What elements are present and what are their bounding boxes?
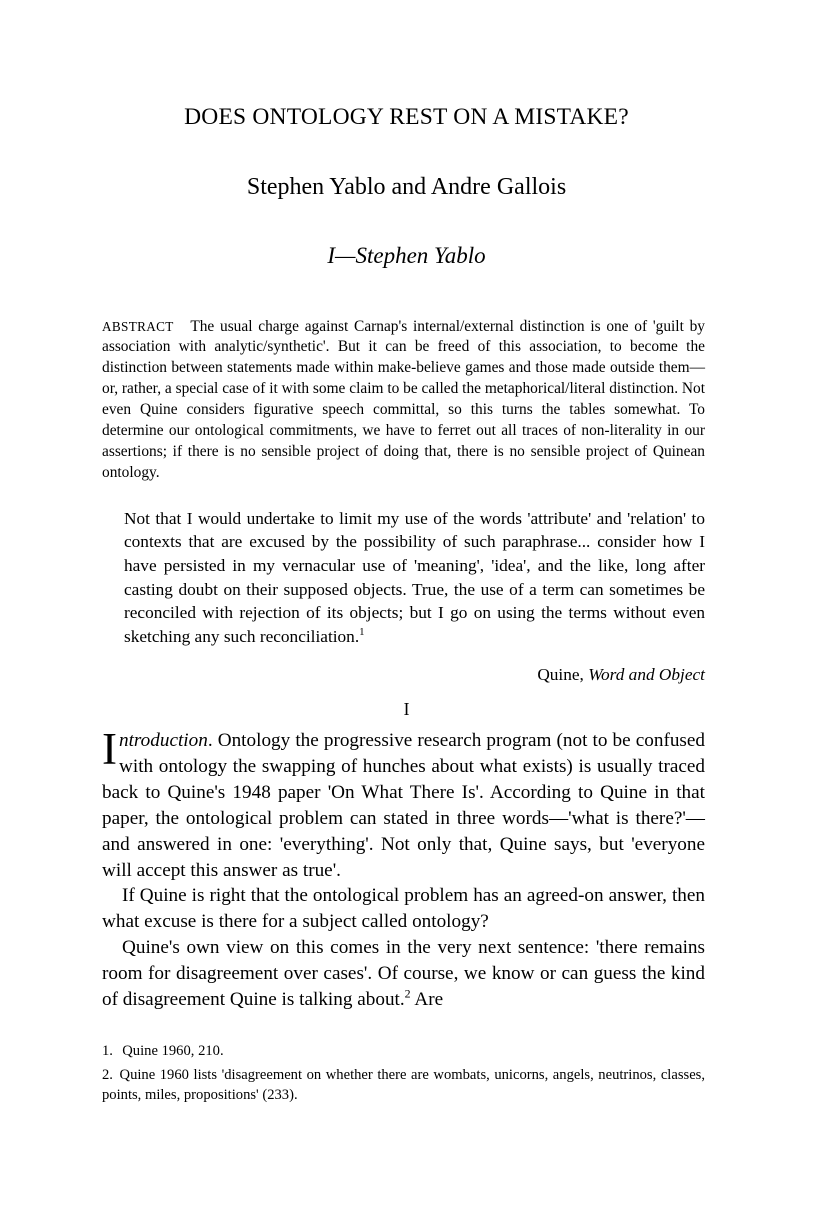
footnote-2-text: Quine 1960 lists 'disagreement on whether there are wombats, unicorns, angels, neutrinos, classes, points, miles, propositions' (233). — [102, 1067, 706, 1103]
body-footnote-marker-2: 2 — [404, 986, 411, 1001]
epigraph-attribution — [124, 663, 705, 687]
body-paragraph-3 — [102, 935, 705, 1012]
footnote-1 — [102, 1042, 705, 1061]
body-paragraph-2 — [102, 883, 705, 935]
abstract-label: ABSTRACT — [102, 318, 174, 334]
epigraph-footnote-marker: 1 — [359, 626, 365, 639]
body-text — [102, 724, 706, 1012]
footnotes-block — [102, 1042, 705, 1110]
section-numeral: I — [403, 699, 410, 720]
authors-line: Stephen Yablo and Andre Gallois — [246, 174, 567, 201]
footnote-1-number: 1. — [102, 1043, 113, 1059]
body-paragraph-2-text: If Quine is right that the ontological problem has an agreed-on answer, then what excuse is there for a subject called ontology? — [102, 885, 705, 933]
section-author-line: I—Stephen Yablo — [327, 242, 486, 268]
drop-cap: I — [102, 724, 117, 775]
footnote-2 — [102, 1066, 705, 1105]
page-title: DOES ONTOLOGY REST ON A MISTAKE? — [184, 104, 629, 130]
footnote-1-text: Quine 1960, 210. — [122, 1043, 224, 1059]
footnote-2-number: 2. — [102, 1067, 113, 1084]
body-paragraph-1-text: Ontology the progressive research program (not to be confused with ontology the swapping of hunches about what exists) is usually traced back to Quine's 1948 paper 'On What There Is'. According to Quine in that paper, the ontological problem can stated in three words—'what is there?'—and answered in one: 'everything'. Not only that, Quine says, but 'everyone will accept this answer as true'. — [102, 730, 706, 881]
epigraph-text: Not that I would undertake to limit my use of the words 'attribute' and 'relation' to contexts that are excused by the possibility of such paraphrase... consider how I have persisted in my vernacular use of 'meaning', 'idea', and the like, long after casting doubt on their supposed objects. True, the use of a term can sometimes be reconciled with rejection of its objects; but I go on using the terms without even sketching any such reconciliation. — [124, 508, 705, 647]
abstract-text: The usual charge against Carnap's internal/external distinction is one of 'guilt by association with analytic/synthetic'. But it can be freed of this association, to become the distinction between statements made within make-believe games and those made outside them—or, rather, a special case of it with some claim to be called the metaphorical/literal distinction. Not even Quine considers figurative speech committal, so this turns the tables somewhat. To determine our ontological commitments, we have to ferret out all traces of non-literality in our assertions; if there is no sensible project of doing that, there is no sensible project of Quinean ontology. — [102, 317, 705, 481]
epigraph-quote — [124, 507, 705, 649]
attribution-author: Quine, — [537, 664, 589, 684]
attribution-work-title: Word and Object — [588, 664, 705, 684]
body-paragraph-3-text: Quine's own view on this comes in the very next sentence: 'there remains room for disagreement over cases'. Of course, we know or can guess the kind of disagreement Quine is talking about. — [102, 937, 705, 1010]
body-paragraph-3-tail: Are — [410, 988, 444, 1010]
abstract-block — [102, 317, 705, 484]
body-paragraph-1 — [102, 724, 706, 883]
run-in-heading: ntroduction — [119, 730, 208, 752]
run-in-tail: . — [207, 730, 218, 752]
